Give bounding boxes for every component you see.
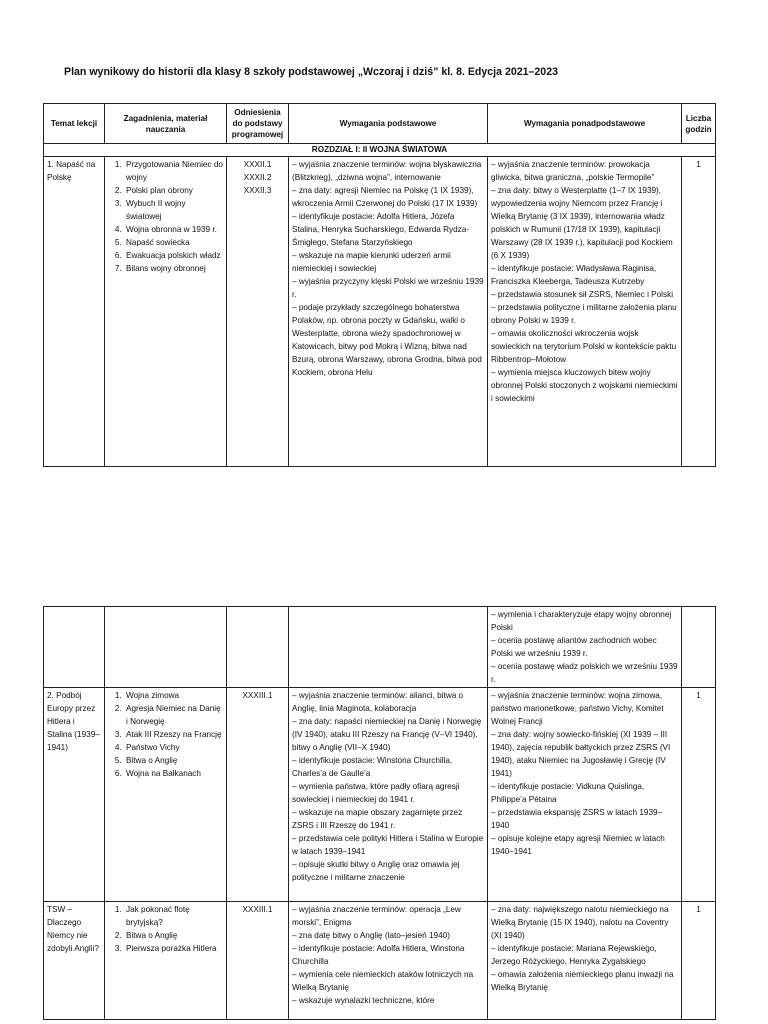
list-item: 2. Bitwa o Anglię [124,929,223,942]
requirement-item: – przedstawia ekspansję ZSRS w latach 1939–1940 [491,808,663,830]
table-row [44,607,716,688]
reference-code: XXXIII.1 [242,905,273,914]
cell-hours: 1 [682,157,716,467]
cell-references [227,157,289,467]
requirement-item: – ocenia postawę władz polskich we wrześniu 1939 r. [491,662,678,684]
list-item: 5. Bitwa o Anglię [124,754,223,767]
issues-list [108,158,223,275]
cell-advanced [488,157,682,467]
requirement-item: – wskazuje wynalazki techniczne, które [292,996,435,1005]
cell-references [227,607,289,688]
table-header-row [44,104,716,144]
list-item: 1. Przygotowania Niemiec do wojny [124,158,223,184]
requirement-item: – wymienia i charakteryzuje etapy wojny obronnej Polski [491,610,672,632]
table-row [44,157,716,467]
cell-references [227,902,289,1020]
requirement-item: – identyfikuje postacie: Winstona Churchilla, Charles’a de Gaulle’a [292,756,453,778]
table-row [44,688,716,902]
list-item: 1. Wojna zimowa [124,689,223,702]
document-title: Plan wynikowy do historii dla klasy 8 szkoły podstawowej „Wczoraj i dziś” kl. 8. Edycja 2021–2023 [64,66,558,78]
cell-topic: 2. Podbój Europy przez Hitlera i Stalina (1939–1941) [44,688,105,902]
list-item: 1. Jak pokonać flotę brytyjską? [124,903,223,929]
table-row [44,902,716,1020]
requirement-item: – wyjaśnia znaczenie terminów: wojna błyskawiczna (Blitzkrieg), „dziwna wojna”, internowanie [292,160,482,182]
cell-issues [105,607,227,688]
cell-topic [44,607,105,688]
requirement-item: – opisuje skutki bitwy o Anglię oraz omawia jej polityczne i militarne znaczenie [292,860,460,882]
requirement-item: – przedstawia polityczne i militarne założenia planu obrony Polski w 1939 r. [491,303,677,325]
requirement-item: – wskazuje na mapie kierunki uderzeń armii niemieckiej i sowieckiej [292,251,451,273]
reference-code: XXXIII.1 [242,691,273,700]
requirement-item: – wyjaśnia przyczyny klęski Polski we wrześniu 1939 r. [292,277,484,299]
cell-hours: 1 [682,902,716,1020]
chapter-title: ROZDZIAŁ I: II WOJNA ŚWIATOWA [44,144,716,157]
header-basic: Wymagania podstawowe [289,104,488,144]
header-hours: Liczba godzin [682,104,716,144]
requirement-item: – omawia okoliczności wkroczenia wojsk sowieckich na terytorium Polski w kontekście paktu Ribbentrop–Mołotow [491,329,677,364]
header-issues: Zagadnienia, materiał nauczania [105,104,227,144]
requirement-item: – podaje przykłady szczególnego bohaterstwa Polaków, np. obrona poczty w Gdańsku, walki o Westerplatte, obrona wieży spadochronowej w Katowicach, bitwy pod Mokrą i Wizną, bitwa nad Bzurą, obrona Warszawy, obrona Grodna, bitwa pod Kockiem, obrona Helu [292,303,482,377]
cell-hours: 1 [682,688,716,902]
cell-basic [289,688,488,902]
requirement-item: – wyjaśnia znaczenie terminów: operacja „Lew morski”, Enigma [292,905,461,927]
requirement-item: – wyjaśnia znaczenie terminów: prowokacja gliwicka, bitwa graniczna, „polskie Termopile” [491,160,655,182]
list-item: 6. Wojna na Bałkanach [124,767,223,780]
requirement-item: – wymienia państwa, które padły ofiarą agresji sowieckiej i niemieckiej do 1941 r. [292,782,460,804]
requirement-item: – przedstawia stosunek sił ZSRS, Niemiec i Polski [491,290,674,299]
requirement-item: – identyfikuje postacie: Adolfa Hitlera, Józefa Stalina, Henryka Sucharskiego, Edwarda Rydza-Śmigłego, Stefana Starzyńskiego [292,212,470,247]
requirements-table-top [43,103,716,467]
issues-list [108,689,223,780]
requirement-item: – zna datę bitwy o Anglię (lato–jesień 1940) [292,931,450,940]
requirement-item: – przedstawia cele polityki Hitlera i Stalina w Europie w latach 1939–1941 [292,834,484,856]
cell-basic [289,157,488,467]
requirement-item: – zna daty: napaści niemieckiej na Danię i Norwegię (IV 1940), ataku III Rzeszy na Francję (V–VI 1940), bitwy o Anglię (VII–X 1940) [292,717,482,752]
requirement-item: – zna daty: największego nalotu niemieckiego na Wielką Brytanię (15 IX 1940), nalotu na Coventry (XI 1940) [491,905,669,940]
header-references: Odniesienia do podstawy programowej [227,104,289,144]
chapter-row [44,144,716,157]
requirement-item: – wyjaśnia znaczenie terminów: wojna zimowa, państwo marionetkowe, państwo Vichy, Komitet Wolnej Francji [491,691,664,726]
header-topic: Temat lekcji [44,104,105,144]
requirement-item: – identyfikuje postacie: Mariana Rejewskiego, Jerzego Różyckiego, Henryka Zygalskiego [491,944,657,966]
list-item: 3. Atak III Rzeszy na Francję [124,728,223,741]
list-item: 2. Polski plan obrony [124,184,223,197]
cell-hours [682,607,716,688]
cell-topic: TSW – Dlaczego Niemcy nie zdobyli Anglii? [44,902,105,1020]
list-item: 3. Wybuch II wojny światowej [124,197,223,223]
cell-references [227,688,289,902]
list-item: 3. Pierwsza porażka Hitlera [124,942,223,955]
requirement-item: – wskazuje na mapie obszary zagarnięte przez ZSRS i III Rzeszę do 1941 r. [292,808,463,830]
requirement-item: – wymienia cele niemieckich ataków lotniczych na Wielką Brytanię [292,970,474,992]
requirement-item: – identyfikuje postacie: Adolfa Hitlera, Winstona Churchilla [292,944,465,966]
requirement-item: – omawia założenia niemieckiego planu inwazji na Wielką Brytanię [491,970,674,992]
requirements-table-bottom [43,606,716,1020]
list-item: 4. Wojna obronna w 1939 r. [124,223,223,236]
cell-topic: 1. Napaść na Polskę [44,157,105,467]
reference-code: XXXII.2 [243,173,272,182]
list-item: 7. Bilans wojny obronnej [124,262,223,275]
cell-issues [105,688,227,902]
list-item: 5. Napaść sowiecka [124,236,223,249]
requirement-item: – zna daty: agresji Niemiec na Polskę (1 IX 1939), wkroczenia Armii Czerwonej do Polski (17 IX 1939) [292,186,478,208]
requirement-item: – wyjaśnia znaczenie terminów: alianci, bitwa o Anglię, linia Maginota, kolaboracja [292,691,464,713]
requirement-item: – identyfikuje postacie: Władysława Raginisa, Franciszka Kleeberga, Tadeusza Kutrzeby [491,264,657,286]
cell-basic [289,607,488,688]
header-advanced: Wymagania ponadpodstawowe [488,104,682,144]
cell-advanced [488,688,682,902]
list-item: 2. Agresja Niemiec na Danię i Norwegię [124,702,223,728]
reference-code: XXXII.3 [243,186,272,195]
list-item: 6. Ewakuacja polskich władz [124,249,223,262]
cell-basic [289,902,488,1020]
requirement-item: – identyfikuje postacie: Vidkuna Quislinga, Philippe’a Pétaina [491,782,645,804]
cell-advanced [488,607,682,688]
requirement-item: – zna daty: wojny sowiecko-fińskiej (XI 1939 – III 1940), zajęcia republik bałtyckich przez ZSRS (VI 1940), ataku Niemiec na Jugosławię i Grecję (IV 1941) [491,730,671,778]
cell-issues [105,902,227,1020]
issues-list [108,903,223,955]
cell-issues [105,157,227,467]
requirement-item: – opisuje kolejne etapy agresji Niemiec w latach 1940–1941 [491,834,665,856]
requirement-item: – wymienia miejsca kluczowych bitew wojny obronnej Polski stoczonych z wojskami niemieckimi i sowieckimi [491,368,678,403]
requirement-item: – zna daty: bitwy o Westerplatte (1–7 IX 1939), wypowiedzenia wojny Niemcom przez Francję i Wielką Brytanię (3 IX 1939), internowania władz polskich w Rumunii (17/18 IX 1939), kapitulacji Warszawy (28 IX 1939 r.), kapitulacji pod Kockiem (6 X 1939) [491,186,673,260]
cell-advanced [488,902,682,1020]
requirement-item: – ocenia postawę aliantów zachodnich wobec Polski we wrześniu 1939 r. [491,636,657,658]
reference-code: XXXII.1 [243,160,272,169]
list-item: 4. Państwo Vichy [124,741,223,754]
